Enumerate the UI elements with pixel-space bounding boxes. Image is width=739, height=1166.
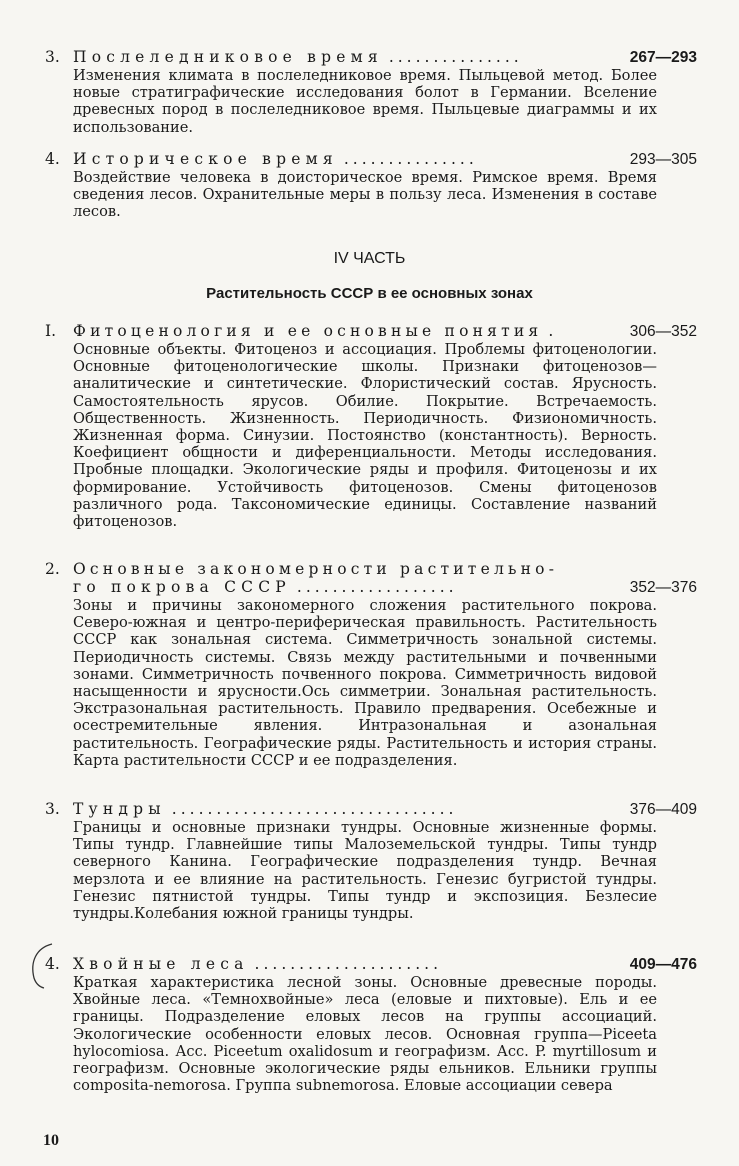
- toc-entry-heading: [45, 800, 697, 819]
- dot-leader: ...............: [343, 150, 478, 168]
- part-title: IV ЧАСТЬ: [333, 250, 406, 267]
- entry-description-text: Границы и основные признаки тундры. Основные жизненные формы. Типы тундр. Главнейшие типы Малоземельской тундры. Типы тундр северного Канина. Географические подразделения тундр. Вечная мерзлота и ее влияние на растительность. Генезис бугристой тундры. Генезис пятнистой тундры. Типы тундр и экспозиция. Безлесие тундры.Колебания южной границы тундры.: [73, 819, 657, 923]
- dot-leader: .....................: [254, 955, 443, 973]
- toc-entry-heading: [45, 48, 697, 67]
- dot-leader: ................................: [171, 800, 458, 818]
- entry-pages: 267—293: [629, 49, 697, 66]
- entry-title: Основные закономерности растительно-: [73, 560, 559, 578]
- entry-description-text: Зоны и причины закономерного сложения растительного покрова. Северо-южная и центро-периферическая правильность. Растительность СССР как зональная система. Симметричность зональной системы. Периодичность системы. Связь между растительными и почвенными зонами. Симметричность почвенного покрова. Симметричность видовой насыщенности и ярусности.Ось симметрии. Зональная растительность. Экстразональная растительность. Правило предварения. Осебежные и осестремительные явления. Интразональная и азональная растительность. Географические ряды. Растительность и история страны. Карта растительности СССР и ее подразделения.: [73, 597, 657, 769]
- entry-number: 3.: [45, 48, 60, 66]
- entry-number: I.: [45, 322, 57, 340]
- entry-pages: 293—305: [629, 151, 697, 168]
- entry-number: 4.: [45, 955, 60, 973]
- entry-description: [73, 341, 657, 530]
- entry-number: 4.: [45, 150, 60, 168]
- entry-description: [73, 597, 657, 769]
- entry-pages: 306—352: [629, 323, 697, 340]
- entry-number: 2.: [45, 560, 60, 578]
- entry-pages: 376—409: [629, 801, 697, 818]
- entry-title: Тундры: [73, 800, 166, 818]
- toc-entry: [45, 150, 697, 221]
- entry-description: [73, 819, 657, 922]
- toc-entry: [45, 955, 697, 1094]
- toc-entry-heading: [45, 560, 697, 578]
- toc-entry-heading: [45, 150, 697, 169]
- entry-description-text: Воздействие человека в доисторическое время. Римское время. Время сведения лесов. Охранительные меры в пользу леса. Изменения в составе лесов.: [73, 169, 657, 221]
- toc-entry-heading: [45, 322, 697, 341]
- entry-pages: 352—376: [629, 579, 697, 596]
- toc-entry: [45, 560, 697, 769]
- toc-entry: [45, 800, 697, 922]
- dot-leader: ..................: [296, 578, 458, 596]
- toc-entry-heading-line2: [73, 578, 697, 597]
- entry-description-text: Основные объекты. Фитоценоз и ассоциация. Проблемы фитоценологии. Основные фитоценологические школы. Признаки фитоценозов—аналитические и синтетические. Флористический состав. Ярусность. Самостоятельность ярусов. Обилие. Покрытие. Встречаемость. Общественность. Жизненность. Периодичность. Физиономичность. Жизненная форма. Синузии. Постоянство (константность). Верность. Коефициент общности и диференциальности. Методы исследования. Пробные площадки. Экологические ряды и профиля. Фитоценозы и их формирование. Устойчивость фитоценозов. Смены фитоценозов различного рода. Таксономические единицы. Составление названий фитоценозов.: [73, 341, 657, 531]
- entry-description: [73, 67, 657, 136]
- entry-title: Историческое время: [73, 150, 338, 168]
- entry-description: [73, 974, 657, 1094]
- entry-number: 3.: [45, 800, 60, 818]
- entry-description-text: Изменения климата в послеледниковое время. Пыльцевой метод. Более новые стратиграфические исследования болот в Германии. Вселение древесных пород в послеледниковое время. Пыльцевые диаграммы и их использование.: [73, 67, 657, 136]
- entry-description-text: Краткая характеристика лесной зоны. Основные древесные породы. Хвойные леса. «Темнохвойные» леса (еловые и пихтовые). Ель и ее границы. Подразделение еловых лесов на группы ассоциаций. Экологические особенности еловых лесов. Основная группа—Piceeta hylocomiosa. Асс. Piceetum oxalidosum и географизм. Асс. P. myrtillosum и географизм. Основные экологические ряды ельников. Ельники группы composita-nemorosa. Группа subnemorosa. Еловые ассоциации севера: [73, 974, 657, 1095]
- toc-entry: [45, 48, 697, 136]
- entry-title: Послеледниковое время: [73, 48, 383, 66]
- entry-title: Хвойные леса: [73, 955, 249, 973]
- toc-entry-heading: [45, 955, 697, 974]
- page-number: 10: [43, 1132, 59, 1149]
- entry-title: Фитоценология и ее основные понятия: [73, 322, 543, 340]
- dot-leader: ...............: [388, 48, 523, 66]
- entry-pages: 409—476: [629, 956, 697, 973]
- dot-leader: .: [548, 322, 558, 340]
- section-title: Растительность СССР в ее основных зонах: [206, 285, 533, 302]
- toc-entry: [45, 322, 697, 530]
- entry-title-continued: го покрова СССР: [73, 578, 291, 596]
- entry-description: [73, 169, 657, 221]
